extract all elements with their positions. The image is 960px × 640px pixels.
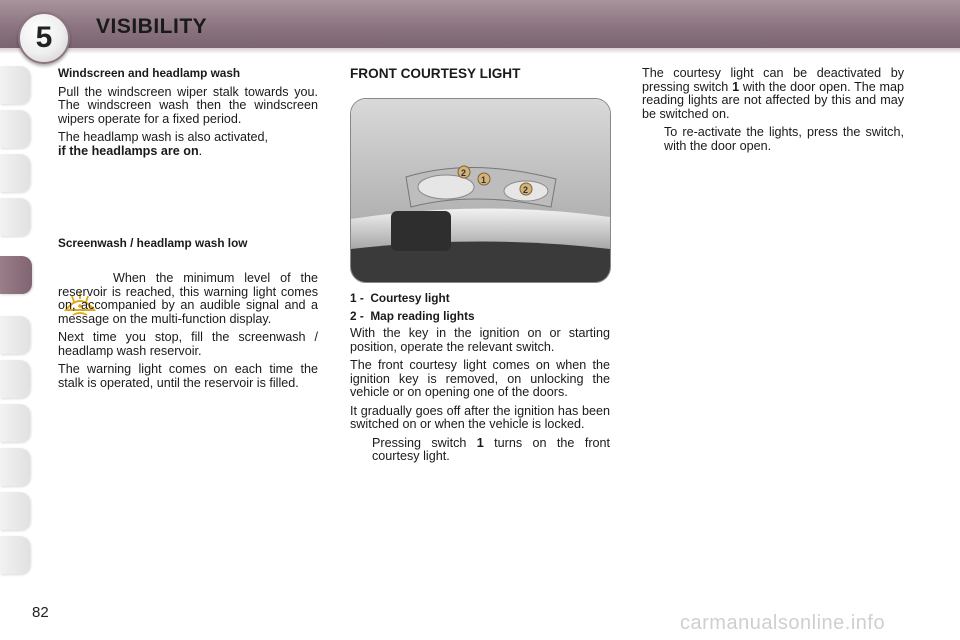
paragraph: The front courtesy light comes on when the ignition key is removed, on unlocking the vehicle or on opening one of the doors. [350,358,610,399]
section-heading-screenwash: Screenwash / headlamp wash low [58,236,248,250]
paragraph: It gradually goes off after the ignition has been switched on or when the vehicle is locked. [350,403,610,431]
chapter-tabs [0,66,32,578]
chapter-tab[interactable] [0,492,30,530]
chapter-tab[interactable] [0,448,30,486]
chapter-tab[interactable] [0,404,30,442]
chapter-tab-active[interactable] [0,256,32,294]
bullet-item: To re-activate the lights, press the switch, with the door open. [642,126,904,153]
page-number: 82 [32,604,49,621]
bold-phrase: if the headlamps are on [58,143,199,158]
paragraph: With the key in the ignition on or starting position, operate the relevant switch. [350,326,610,354]
paragraph: The warning light comes on each time the stalk is operated, until the reservoir is filled. [58,362,318,390]
section-heading-windscreen: Windscreen and headlamp wash [58,66,241,80]
chapter-tab[interactable] [0,154,30,192]
photo-label: 2 [523,185,529,195]
section-title: FRONT COURTESY LIGHT [350,66,521,81]
chapter-tab[interactable] [0,66,30,104]
left-column-lower [58,237,318,271]
chapter-number-badge: 5 [18,12,70,64]
middle-column-text [350,292,610,464]
photo-label: 2 [461,168,467,178]
chapter-tab[interactable] [0,360,30,398]
middle-column [350,67,610,86]
right-column [642,67,904,153]
left-column [58,67,318,163]
hand-pointer-icon [350,437,372,464]
paragraph: Next time you stop, fill the screenwash / headlamp wash reservoir. [58,330,318,358]
legend-item: 1 - Courtesy light [350,291,450,305]
paragraph: The headlamp wash is also activated, if the headlamps are on. [58,130,269,158]
paragraph: Pull the windscreen wiper stalk towards you. The windscreen wash then the windscreen wipers operate for a fixed period. [58,84,318,126]
courtesy-light-illustration [351,99,610,282]
header-shadow [0,48,960,54]
paragraph: The courtesy light can be deactivated by pressing switch 1 with the door open. The map reading lights are not affected by this and may be switched on. [642,66,905,121]
paragraph: When the minimum level of the reservoir is reached, this warning light comes on, accompanied by an audible signal and a message on the multi-function display. [58,271,318,326]
watermark: carmanualsonline.info [680,612,886,634]
legend-item: 2 - Map reading lights [350,308,475,323]
courtesy-light-photo [350,98,611,283]
hand-pointer-icon [642,126,664,153]
bullet-item: Pressing switch 1 turns on the front courtesy light. [350,437,610,464]
chapter-title: VISIBILITY [96,15,208,38]
photo-label: 1 [481,175,487,185]
warning-text-block [58,272,318,395]
chapter-tab[interactable] [0,536,30,574]
chapter-tab[interactable] [0,198,30,236]
chapter-tab[interactable] [0,110,30,148]
chapter-tab[interactable] [0,316,30,354]
